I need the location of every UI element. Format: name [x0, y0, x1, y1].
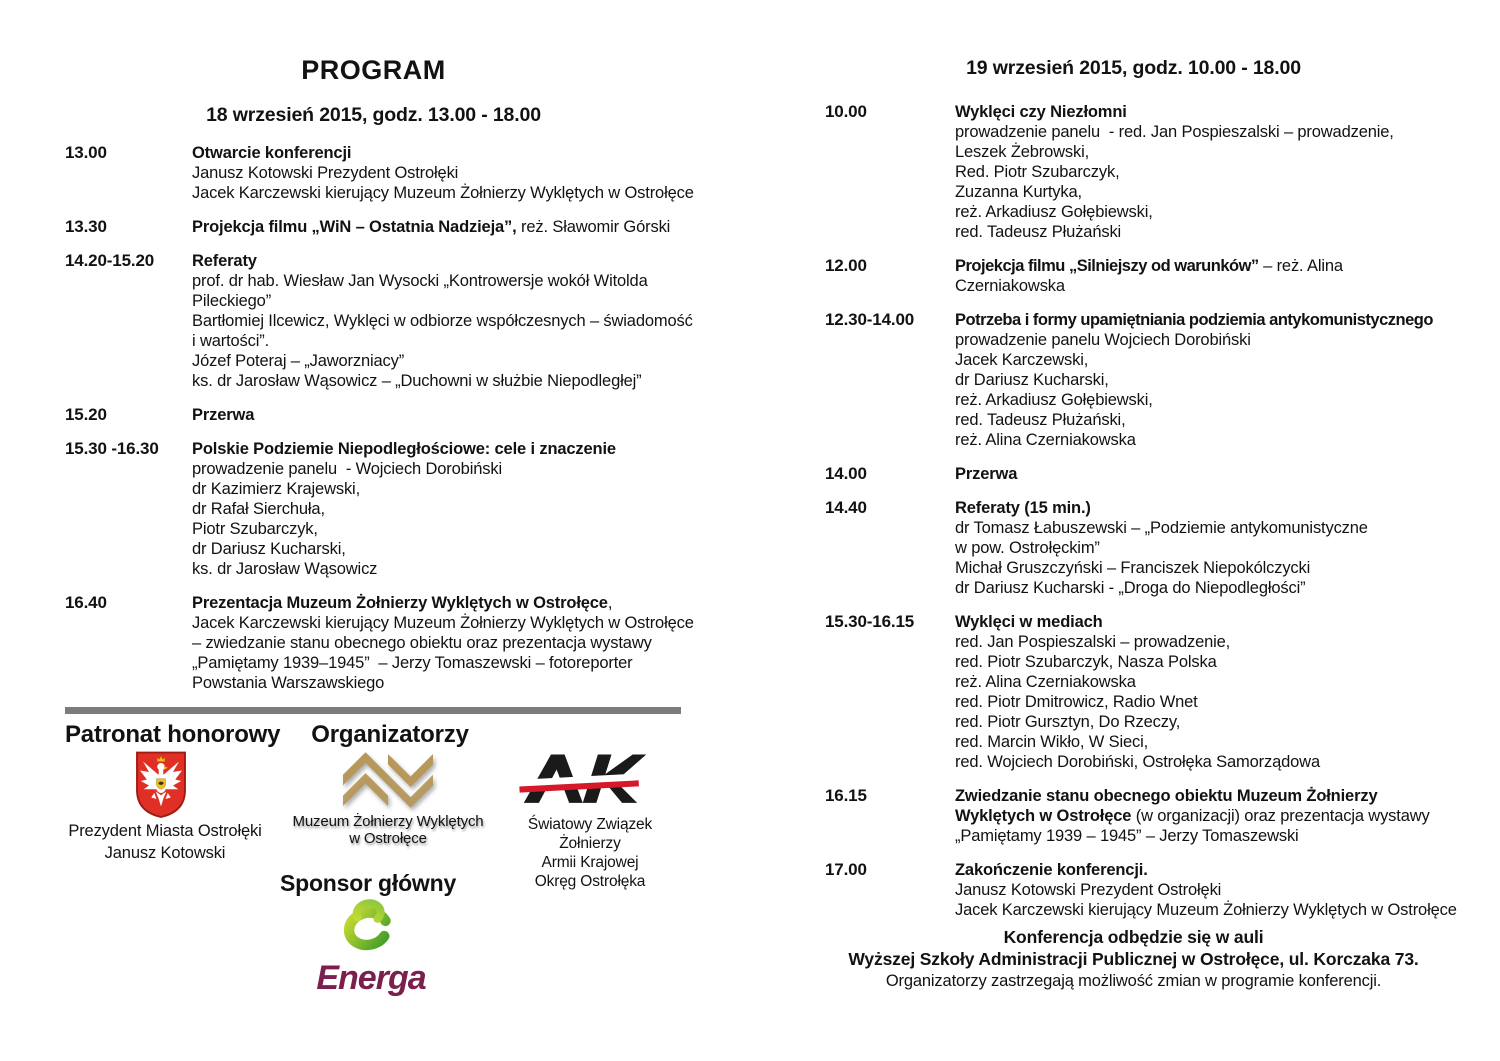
day-1-column	[65, 55, 694, 707]
patronat-heading: Patronat honorowy	[65, 721, 281, 748]
entry-content	[192, 217, 682, 237]
footer-line: Organizatorzy zastrzegają możliwość zmian w programie konferencji.	[885, 972, 1382, 990]
muzeum-caption-line: Muzeum Żołnierzy Wyklętych	[292, 813, 484, 830]
entry-content	[192, 439, 682, 579]
entry-line: reż. Alina Czerniakowska	[955, 673, 1136, 691]
schedule-entry	[825, 786, 1442, 846]
entry-title	[955, 464, 1442, 484]
entry-line: dr Dariusz Kucharski,	[955, 371, 1109, 389]
entry-title	[955, 786, 1442, 846]
ostroleka-crest-icon	[134, 748, 188, 820]
entry-title	[192, 593, 682, 613]
entry-line: prof. dr hab. Wiesław Jan Wysocki „Kontrowersje wokół Witolda	[192, 272, 648, 290]
ak-caption-line: Światowy Związek Żołnierzy	[527, 816, 653, 852]
entry-time: 14.20-15.20	[65, 251, 155, 270]
entry-title-segment: Przerwa	[192, 406, 255, 424]
organizatorzy-heading: Organizatorzy	[311, 721, 469, 748]
entry-title-segment: Polskie Podziemie Niepodległościowe: cele i znaczenie	[192, 440, 616, 458]
entry-line: dr Dariusz Kucharski,	[192, 540, 346, 558]
entry-line: reż. Alina Czerniakowska	[955, 431, 1136, 449]
entry-line: Jacek Karczewski kierujący Muzeum Żołnierzy Wyklętych w Ostrołęce	[192, 614, 694, 632]
entry-title-segment: (w organizacji) oraz prezentacja wystawy „Pamiętamy 1939 – 1945” – Jerzy Tomaszewski	[955, 807, 1430, 845]
muzeum-chevrons-icon	[343, 752, 433, 808]
entry-line: red. Marcin Wikło, W Sieci,	[955, 733, 1149, 751]
schedule-entry	[825, 256, 1442, 296]
entry-title	[192, 251, 682, 271]
patronat-caption-line: Janusz Kotowski	[104, 844, 226, 862]
entry-line: prowadzenie panelu - red. Jan Pospieszalski – prowadzenie,	[955, 123, 1394, 141]
entry-title	[955, 310, 1442, 330]
day-1-schedule	[65, 143, 694, 693]
entry-line: „Pamiętamy 1939–1945” – Jerzy Tomaszewski – fotoreporter	[192, 654, 633, 672]
entry-title-segment: – reż. Alina Czerniakowska	[955, 257, 1343, 295]
muzeum-caption-line: w Ostrołęce	[349, 830, 427, 847]
entry-content	[955, 464, 1442, 484]
entry-content	[955, 612, 1442, 772]
entry-line: Jacek Karczewski kierujący Muzeum Żołnierzy Wyklętych w Ostrołęce	[955, 901, 1457, 919]
schedule-entry	[65, 251, 693, 391]
entry-title-segment: Zwiedzanie stanu obecnego obiektu Muzeum Żołnierzy Wyklętych w Ostrołęce	[955, 787, 1378, 825]
entry-line: Leszek Żebrowski,	[955, 143, 1090, 161]
footer-line: Konferencja odbędzie się w auli	[1003, 927, 1264, 947]
entry-line: red. Piotr Szubarczyk, Nasza Polska	[955, 653, 1217, 671]
entry-title-segment: Zakończenie konferencji.	[955, 861, 1148, 879]
entry-line: dr Kazimierz Krajewski,	[192, 480, 361, 498]
entry-title-segment: ,	[607, 594, 613, 612]
conference-footer	[825, 926, 1442, 992]
entry-title-segment: Potrzeba i formy upamiętniania podziemia antykomunistycznego	[955, 311, 1433, 329]
entry-line: Pileckiego”	[192, 292, 272, 310]
schedule-entry	[825, 612, 1442, 772]
schedule-entry	[65, 405, 682, 425]
entry-time: 15.30-16.15	[825, 612, 915, 631]
entry-title-segment: Przerwa	[955, 465, 1018, 483]
entry-title-segment: reż. Sławomir Górski	[516, 218, 671, 236]
entry-title-segment: Referaty (15 min.)	[955, 499, 1091, 517]
schedule-entry	[825, 498, 1442, 598]
entry-line: dr Dariusz Kucharski - „Droga do Niepodległości”	[955, 579, 1306, 597]
entry-title-segment: Otwarcie konferencji	[192, 144, 352, 162]
entry-content	[955, 786, 1442, 846]
entry-line: i wartości”.	[192, 332, 270, 350]
ak-caption-line: Armii Krajowej	[541, 854, 639, 871]
entry-line: – zwiedzanie stanu obecnego obiektu oraz prezentacja wystawy	[192, 634, 652, 652]
entry-line: Michał Gruszczyński – Franciszek Niepokólczycki	[955, 559, 1311, 577]
entry-line: red. Tadeusz Płużański	[955, 223, 1122, 241]
entry-line: red. Wojciech Dorobiński, Ostrołęka Samorządowa	[955, 753, 1320, 771]
entry-title	[955, 256, 1442, 296]
muzeum-logo-caption	[288, 813, 488, 847]
entry-line: w pow. Ostrołęckim”	[955, 539, 1100, 557]
entry-line: Józef Poteraj – „Jaworzniacy”	[192, 352, 405, 370]
entry-time: 12.00	[825, 256, 867, 275]
entry-content	[192, 143, 694, 203]
entry-line: red. Piotr Dmitrowicz, Radio Wnet	[955, 693, 1198, 711]
entry-line: Janusz Kotowski Prezydent Ostrołęki	[192, 164, 459, 182]
entry-time: 15.20	[65, 405, 107, 424]
entry-content	[192, 405, 682, 425]
entry-time: 15.30 -16.30	[65, 439, 159, 458]
entry-content	[955, 498, 1442, 598]
entry-time: 14.40	[825, 498, 867, 517]
entry-title	[192, 405, 682, 425]
entry-line: Red. Piotr Szubarczyk,	[955, 163, 1120, 181]
entry-line: Piotr Szubarczyk,	[192, 520, 318, 538]
section-divider	[65, 707, 681, 714]
entry-content	[955, 310, 1442, 450]
entry-time: 16.15	[825, 786, 867, 805]
entry-title-segment: Wyklęci w mediach	[955, 613, 1103, 631]
sponsor-heading: Sponsor główny	[279, 870, 457, 896]
footer-line: Wyższej Szkoły Administracji Publicznej w Ostrołęce, ul. Korczaka 73.	[848, 949, 1419, 969]
entry-line: Bartłomiej Ilcewicz, Wyklęci w odbiorze współczesnych – świadomość	[192, 312, 693, 330]
entry-line: ks. dr Jarosław Wąsowicz – „Duchowni w służbie Niepodległej”	[192, 372, 642, 390]
energa-wordmark: Energa	[316, 959, 426, 997]
entry-content	[955, 102, 1442, 242]
schedule-entry	[825, 102, 1442, 242]
entry-line: prowadzenie panelu - Wojciech Dorobiński	[192, 460, 502, 478]
energa-swirl-icon	[336, 894, 400, 960]
entry-line: prowadzenie panelu Wojciech Dorobiński	[955, 331, 1251, 349]
entry-line: ks. dr Jarosław Wąsowicz	[192, 560, 378, 578]
entry-line: Jacek Karczewski kierujący Muzeum Żołnierzy Wyklętych w Ostrołęce	[192, 184, 694, 202]
entry-line: reż. Arkadiusz Gołębiewski,	[955, 391, 1153, 409]
schedule-entry	[825, 464, 1442, 484]
entry-time: 16.40	[65, 593, 107, 612]
entry-title	[955, 612, 1442, 632]
entry-title-segment: Prezentacja Muzeum Żołnierzy Wyklętych w Ostrołęce	[192, 594, 608, 612]
entry-title-segment: Projekcja filmu „WiN – Ostatnia Nadzieja”,	[192, 218, 517, 236]
schedule-entry	[65, 217, 682, 237]
entry-line: red. Jan Pospieszalski – prowadzenie,	[955, 633, 1231, 651]
entry-line: dr Tomasz Łabuszewski – „Podziemie antykomunistyczne	[955, 519, 1368, 537]
ak-monogram-icon	[508, 750, 656, 812]
entry-line: Jacek Karczewski,	[955, 351, 1089, 369]
entry-title	[192, 217, 682, 237]
entry-time: 17.00	[825, 860, 867, 879]
entry-title-segment: Wyklęci czy Niezłomni	[955, 103, 1127, 121]
day-2-column	[825, 57, 1457, 934]
entry-time: 12.30-14.00	[825, 310, 915, 329]
entry-title	[955, 102, 1442, 122]
patronat-caption	[30, 820, 300, 864]
schedule-entry	[825, 860, 1457, 920]
entry-line: Zuzanna Kurtyka,	[955, 183, 1082, 201]
schedule-entry	[825, 310, 1442, 450]
entry-line: reż. Arkadiusz Gołębiewski,	[955, 203, 1153, 221]
entry-title	[955, 860, 1442, 880]
entry-time: 13.30	[65, 217, 107, 236]
entry-title	[192, 439, 682, 459]
page-title: PROGRAM	[301, 55, 446, 85]
day-1-date-heading: 18 wrzesień 2015, godz. 13.00 - 18.00	[206, 104, 541, 126]
entry-content	[955, 860, 1457, 920]
ak-logo-caption	[500, 815, 680, 891]
schedule-entry	[65, 143, 694, 203]
ak-caption-line: Okręg Ostrołęka	[534, 873, 646, 890]
entry-time: 13.00	[65, 143, 107, 162]
patronat-caption-line: Prezydent Miasta Ostrołęki	[68, 822, 262, 840]
schedule-entry	[65, 439, 682, 579]
entry-line: Powstania Warszawskiego	[192, 674, 385, 692]
day-2-schedule	[825, 102, 1457, 920]
entry-line: Janusz Kotowski Prezydent Ostrołęki	[955, 881, 1222, 899]
entry-line: red. Tadeusz Płużański,	[955, 411, 1126, 429]
schedule-entry	[65, 593, 694, 693]
entry-time: 14.00	[825, 464, 867, 483]
entry-title	[192, 143, 682, 163]
entry-time: 10.00	[825, 102, 867, 121]
entry-title	[955, 498, 1442, 518]
entry-title-segment: Referaty	[192, 252, 257, 270]
entry-line: dr Rafał Sierchuła,	[192, 500, 325, 518]
day-2-date-heading: 19 wrzesień 2015, godz. 10.00 - 18.00	[966, 57, 1301, 79]
entry-content	[192, 593, 694, 693]
entry-content	[192, 251, 693, 391]
entry-line: red. Piotr Gursztyn, Do Rzeczy,	[955, 713, 1181, 731]
entry-title-segment: Projekcja filmu „Silniejszy od warunków”	[955, 257, 1259, 275]
entry-content	[955, 256, 1442, 296]
